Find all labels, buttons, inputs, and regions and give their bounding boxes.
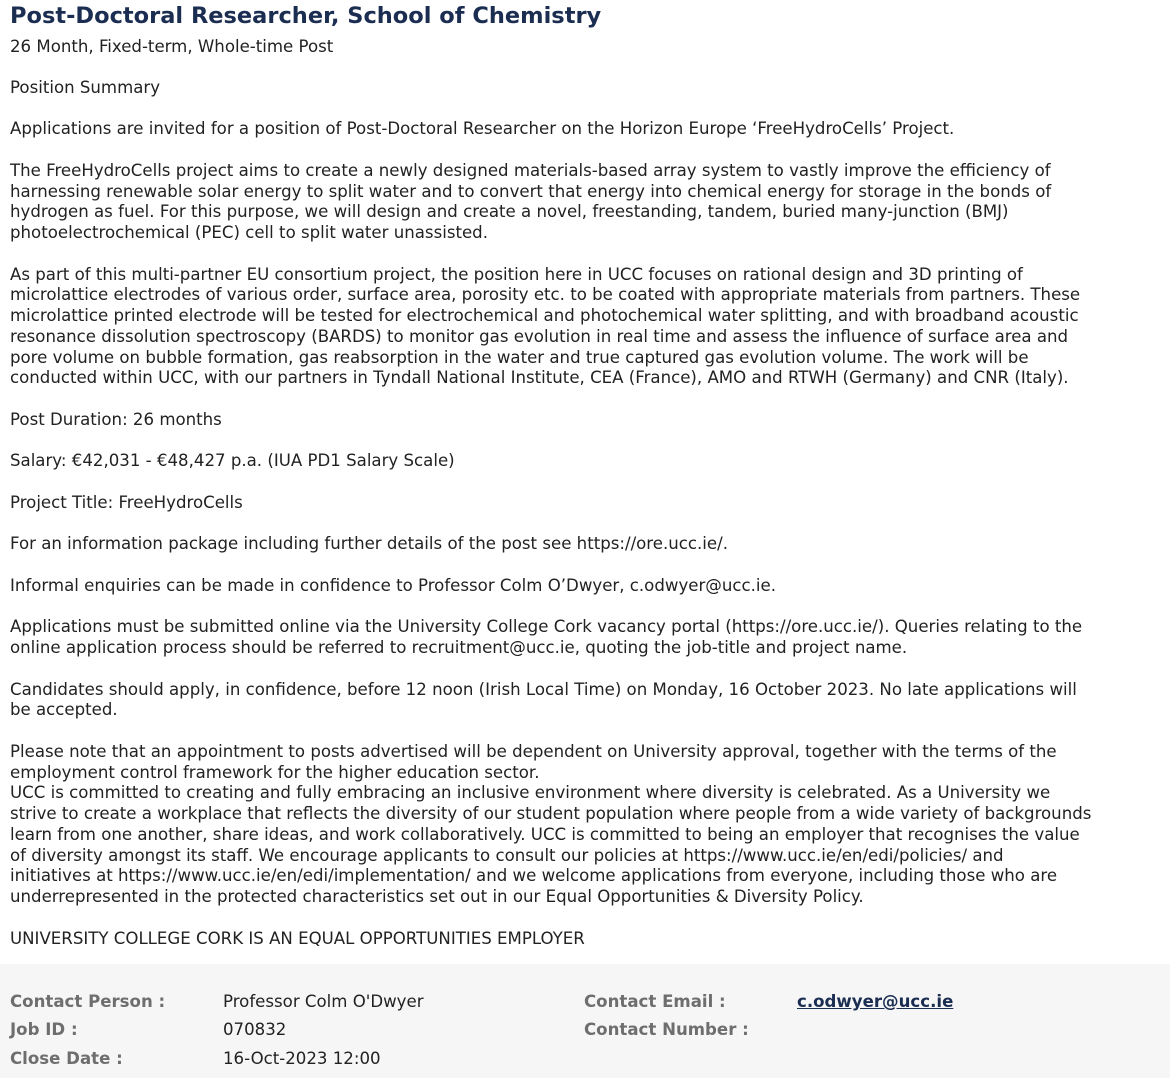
paragraph (10, 617, 1162, 659)
paragraph (10, 451, 1162, 472)
paragraph-spacer (10, 244, 1162, 265)
paragraph-spacer (10, 99, 1162, 120)
paragraph (10, 534, 1162, 555)
paragraph-spacer (10, 721, 1162, 742)
paragraph-line: Please note that an appointment to posts advertised will be dependent on University approval, together with the terms of the (10, 741, 1057, 761)
paragraph-line: employment control framework for the higher education sector. (10, 762, 540, 782)
paragraph-spacer (10, 431, 1162, 452)
job-description (10, 99, 1162, 950)
paragraph-line: hydrogen as fuel. For this purpose, we will design and create a novel, freestanding, tandem, buried many-junction (BMJ) (10, 202, 1009, 222)
paragraph-line: microlattice electrodes of various order, surface area, porosity etc. to be coated with appropriate materials from partners. These (10, 285, 1081, 305)
paragraph-line: conducted within UCC, with our partners in Tyndall National Institute, CEA (France), AMO and RTWH (Germany) and CNR (Italy). (10, 368, 1069, 388)
paragraph (10, 929, 1162, 950)
paragraph-line: The FreeHydroCells project aims to create a newly designed materials-based array system to vastly improve the efficiency of (10, 160, 1051, 180)
paragraph-line: strive to create a workplace that reflects the diversity of our student population where people from a wide variety of backgrounds (10, 804, 1092, 823)
spacer (10, 57, 1162, 78)
paragraph-line: As part of this multi-partner EU consortium project, the position here in UCC focuses on rational design and 3D printing of (10, 264, 1023, 284)
paragraph-spacer (10, 597, 1162, 618)
paragraph-line: online application process should be referred to recruitment@ucc.ie, quoting the job-title and project name. (10, 638, 908, 657)
job-details-panel (0, 964, 1170, 1078)
close-date-value: 16-Oct-2023 12:00 (223, 1049, 381, 1068)
paragraph-spacer (10, 514, 1162, 535)
paragraph-line: Salary: €42,031 - €48,427 p.a. (IUA PD1 Salary Scale) (10, 451, 455, 471)
paragraph (10, 680, 1162, 722)
details-row-contact (0, 988, 1170, 1016)
paragraph-line: initiatives at https://www.ucc.ie/en/edi/implementation/ and we welcome applications from everyone, including those who are (10, 866, 1058, 886)
paragraph-line: Applications must be submitted online via the University College Cork vacancy portal (https://ore.ucc.ie/). Queries relating to the (10, 617, 1083, 637)
paragraph-line: Informal enquiries can be made in confidence to Professor Colm O’Dwyer, c.odwyer@ucc.ie. (10, 575, 777, 595)
paragraph-spacer (10, 659, 1162, 680)
section-heading: Position Summary (10, 77, 161, 97)
paragraph-spacer (10, 555, 1162, 576)
paragraph-line: For an information package including further details of the post see https://ore.ucc.ie/. (10, 534, 728, 554)
paragraph (10, 119, 1162, 140)
paragraph-line: harnessing renewable solar energy to split water and to convert that energy into chemical energy for storage in the bonds of (10, 181, 1052, 201)
paragraph-line: of diversity amongst its staff. We encourage applicants to consult our policies at https://www.ucc.ie/en/edi/policies/ and (10, 845, 1004, 865)
paragraph-line: UNIVERSITY COLLEGE CORK IS AN EQUAL OPPORTUNITIES EMPLOYER (10, 928, 585, 948)
close-date-label: Close Date : (10, 1049, 123, 1068)
details-row-close-date (0, 1045, 1170, 1073)
paragraph-spacer (10, 140, 1162, 161)
job-posting (10, 0, 1162, 949)
paragraph-line: resonance dissolution spectroscopy (BARDS) to monitor gas evolution in real time and assess the influence of surface area and (10, 326, 1069, 346)
contact-email-link[interactable]: c.odwyer@ucc.ie (797, 992, 954, 1011)
contact-person-label: Contact Person : (10, 992, 166, 1011)
paragraph (10, 493, 1162, 514)
job-subtitle: 26 Month, Fixed-term, Whole-time Post (10, 37, 334, 56)
paragraph (10, 742, 1162, 908)
paragraph-line: UCC is committed to creating and fully embracing an inclusive environment where diversity is celebrated. As a University we (10, 783, 1051, 803)
paragraph-line: Project Title: FreeHydroCells (10, 492, 243, 512)
paragraph-line: microlattice printed electrode will be tested for electrochemical and photochemical water splitting, and with broadband acoustic (10, 306, 1079, 325)
paragraph-line: learn from one another, share ideas, and work collaboratively. UCC is committed to being an employer that recognises the value (10, 824, 1080, 844)
paragraph-line: Post Duration: 26 months (10, 409, 222, 429)
paragraph-line: photoelectrochemical (PEC) cell to split water unassisted. (10, 223, 488, 242)
paragraph-line: Candidates should apply, in confidence, before 12 noon (Irish Local Time) on Monday, 16 October 2023. No late applications will (10, 679, 1077, 699)
paragraph (10, 576, 1162, 597)
paragraph-line: be accepted. (10, 700, 118, 720)
paragraph (10, 265, 1162, 390)
paragraph (10, 410, 1162, 431)
job-id-label: Job ID : (10, 1020, 78, 1039)
contact-email-label: Contact Email : (584, 992, 726, 1011)
page-title: Post-Doctoral Researcher, School of Chemistry (10, 3, 602, 29)
paragraph-spacer (10, 472, 1162, 493)
paragraph-line: underrepresented in the protected characteristics set out in our Equal Opportunities & Diversity Policy. (10, 887, 864, 906)
paragraph-line: Applications are invited for a position of Post-Doctoral Researcher on the Horizon Europe ‘FreeHydroCells’ Project. (10, 119, 955, 139)
paragraph-spacer (10, 389, 1162, 410)
contact-person-value: Professor Colm O'Dwyer (223, 992, 424, 1011)
job-id-value: 070832 (223, 1020, 287, 1039)
contact-number-label: Contact Number : (584, 1020, 749, 1039)
paragraph-spacer (10, 908, 1162, 929)
paragraph-line: pore volume on bubble formation, gas reabsorption in the water and true captured gas evolution volume. The work will be (10, 347, 1029, 367)
paragraph (10, 161, 1162, 244)
details-row-jobid (0, 1016, 1170, 1044)
